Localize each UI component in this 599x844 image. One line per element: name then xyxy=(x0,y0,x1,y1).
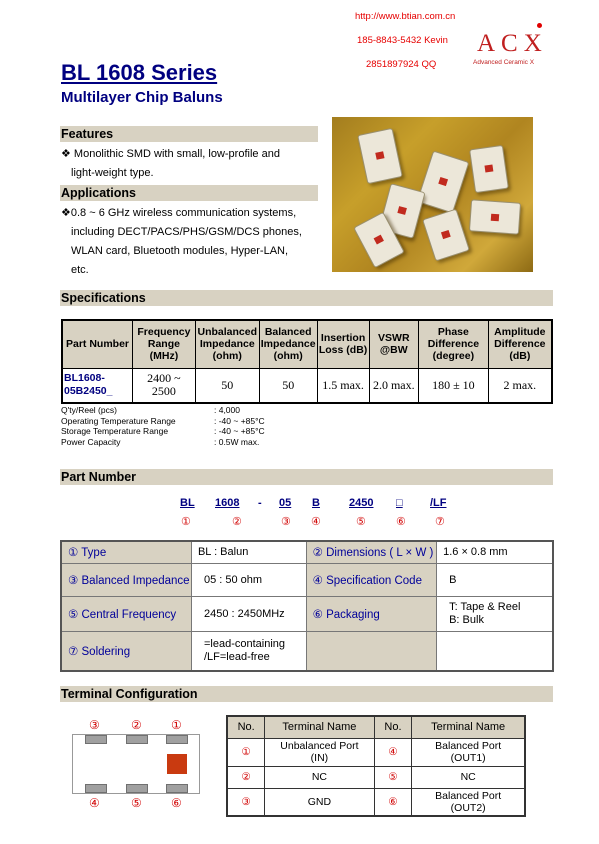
terminal-no: ⑤ xyxy=(374,766,412,788)
product-photo xyxy=(332,117,533,272)
terminal-header: No. xyxy=(374,716,412,738)
terminal-header: Terminal Name xyxy=(412,716,525,738)
logo-dot xyxy=(537,23,542,28)
pn-value-spec-code: B xyxy=(437,563,553,596)
applications-title: Applications xyxy=(61,186,137,200)
terminal-name-line: (IN) xyxy=(310,752,329,764)
terminal-name xyxy=(265,738,374,766)
terminal-name-line: Balanced Port xyxy=(435,789,502,802)
terminal-no: ⑥ xyxy=(374,788,412,816)
spec-note-label: Operating Temperature Range xyxy=(61,415,176,426)
terminal-pad xyxy=(166,784,188,793)
logo-subtitle: Advanced Ceramic X xyxy=(473,59,535,66)
specifications-title: Specifications xyxy=(61,291,146,305)
pn-marker: ⑤ xyxy=(356,516,366,528)
spec-freq-line: 2500 xyxy=(151,384,176,399)
pn-table-row xyxy=(61,541,553,563)
pn-label-dimensions: ② Dimensions ( L × W ) xyxy=(306,541,437,563)
terminal-header: No. xyxy=(227,716,265,738)
pn-empty-cell xyxy=(437,631,553,671)
spec-header: Insertion Loss (dB) xyxy=(317,320,369,368)
pin-number: ④ xyxy=(89,796,100,810)
terminal-name-line: (OUT1) xyxy=(450,752,486,764)
terminal-table xyxy=(226,715,526,817)
pn-code-spec: B xyxy=(312,497,320,509)
features-line: light-weight type. xyxy=(71,167,154,179)
terminal-name: GND xyxy=(265,788,374,816)
applications-line: ❖0.8 ~ 6 GHz wireless communication systems, xyxy=(61,207,297,219)
pn-value-packaging xyxy=(437,596,553,631)
pin-number: ② xyxy=(131,718,142,732)
spec-vswr: 2.0 max. xyxy=(369,368,419,403)
spec-header: Balanced Impedance (ohm) xyxy=(259,320,317,368)
spec-part-line: 05B2450_ xyxy=(64,385,113,398)
spec-header: Frequency Range (MHz) xyxy=(133,320,196,368)
pn-value-soldering xyxy=(191,631,306,671)
terminal-name-line: Unbalanced Port xyxy=(280,740,359,752)
terminal-row xyxy=(227,766,525,788)
pn-soldering-line: =lead-containing xyxy=(203,637,286,650)
terminal-name xyxy=(412,788,525,816)
pn-code-soldering: /LF xyxy=(430,497,447,509)
pn-code-impedance: 05 xyxy=(279,497,292,509)
features-title: Features xyxy=(61,127,114,141)
pn-code-packaging: □ xyxy=(396,497,403,509)
spec-note-values xyxy=(214,405,265,447)
terminal-no: ④ xyxy=(374,738,412,766)
pn-marker: ② xyxy=(232,516,242,528)
acx-logo: ACX xyxy=(477,30,548,57)
terminal-no: ② xyxy=(227,766,265,788)
contact-qq: 2851897924 QQ xyxy=(366,59,437,70)
pn-table-row xyxy=(61,563,553,596)
chip-image xyxy=(469,145,509,193)
spec-part-number xyxy=(62,368,133,403)
spec-note-value: : 4,000 xyxy=(214,405,240,415)
pn-marker: ① xyxy=(181,516,191,528)
spec-note-label: Storage Temperature Range xyxy=(61,426,169,436)
pn-code-size: 1608 xyxy=(215,497,240,509)
spec-balanced-impedance: 50 xyxy=(259,368,317,403)
terminal-name-line: (OUT2) xyxy=(450,801,486,814)
applications-line: including DECT/PACS/PHS/GSM/DCS phones, xyxy=(71,226,302,238)
pn-marker: ⑥ xyxy=(396,516,406,528)
pn-value-type: BL : Balun xyxy=(191,541,306,563)
terminal-name xyxy=(412,738,525,766)
spec-note-label: Power Capacity xyxy=(61,436,121,447)
terminal-pad xyxy=(126,735,148,744)
pn-soldering-line: /LF=lead-free xyxy=(203,650,270,663)
pn-table-row xyxy=(61,631,553,671)
spec-header: Amplitude Difference (dB) xyxy=(488,320,552,368)
features-line: ❖ Monolithic SMD with small, low-profile and xyxy=(61,148,280,160)
pn-label-frequency: ⑤ Central Frequency xyxy=(61,596,191,631)
pn-packaging-line: T: Tape & Reel xyxy=(449,600,521,613)
terminal-row xyxy=(227,738,525,766)
spec-header: Part Number xyxy=(62,320,133,368)
pin-number: ① xyxy=(171,718,182,732)
applications-text xyxy=(61,204,326,280)
applications-line: WLAN card, Bluetooth modules, Hyper-LAN, xyxy=(71,245,289,257)
website-url[interactable]: http://www.btian.com.cn xyxy=(355,11,456,22)
pn-packaging-line: B: Bulk xyxy=(449,613,484,626)
part-number-table xyxy=(60,540,554,672)
spec-note-label: Q'ty/Reel (pcs) xyxy=(61,405,117,415)
pn-value-impedance: 05 : 50 ohm xyxy=(191,563,306,596)
pin-number: ⑤ xyxy=(131,796,142,810)
spec-freq-line: 2400 ~ xyxy=(147,371,181,386)
page-title: BL 1608 Series xyxy=(61,60,218,85)
spec-unbalanced-impedance: 50 xyxy=(195,368,259,403)
contact-phone: 185-8843-5432 Kevin xyxy=(357,35,448,46)
specifications-table xyxy=(61,319,553,404)
spec-frequency xyxy=(133,368,196,403)
chip-image xyxy=(469,199,521,234)
part-number-title: Part Number xyxy=(61,470,137,484)
features-text xyxy=(61,145,326,183)
pn-marker: ⑦ xyxy=(435,516,445,528)
terminal-name-line: Balanced Port xyxy=(435,740,502,752)
pin-number: ⑥ xyxy=(171,796,182,810)
pn-table-row xyxy=(61,596,553,631)
pn-code-bl: BL xyxy=(180,497,195,509)
terminal-pad xyxy=(85,784,107,793)
terminal-name: NC xyxy=(265,766,374,788)
terminal-name: NC xyxy=(412,766,525,788)
terminal-title: Terminal Configuration xyxy=(61,687,198,701)
chip-image xyxy=(422,209,470,262)
pn-value-dimensions: 1.6 × 0.8 mm xyxy=(437,541,553,563)
terminal-pad xyxy=(85,735,107,744)
pn-code-frequency: 2450 xyxy=(349,497,374,509)
spec-part-line: BL1608- xyxy=(64,372,105,385)
pin-number: ③ xyxy=(89,718,100,732)
terminal-pad xyxy=(166,735,188,744)
spec-header: Phase Difference (degree) xyxy=(419,320,489,368)
pn-label-spec-code: ④ Specification Code xyxy=(306,563,437,596)
pn-label-packaging: ⑥ Packaging xyxy=(306,596,437,631)
spec-note-value: : -40 ~ +85°C xyxy=(214,426,265,436)
spec-amplitude-difference: 2 max. xyxy=(488,368,552,403)
pn-label-type: ① Type xyxy=(61,541,191,563)
spec-row xyxy=(62,368,552,403)
pn-label-soldering: ⑦ Soldering xyxy=(61,631,191,671)
pn-marker: ④ xyxy=(311,516,321,528)
spec-note-value: : 0.5W max. xyxy=(214,436,260,447)
spec-header: VSWR @BW xyxy=(369,320,419,368)
pn-marker: ③ xyxy=(281,516,291,528)
terminal-row xyxy=(227,788,525,816)
page-subtitle: Multilayer Chip Baluns xyxy=(61,89,223,106)
terminal-diagram xyxy=(72,718,202,814)
spec-notes xyxy=(61,405,176,447)
terminal-header: Terminal Name xyxy=(265,716,374,738)
chip-image xyxy=(357,128,403,184)
polarity-mark xyxy=(167,754,187,774)
terminal-pad xyxy=(126,784,148,793)
chip-image xyxy=(417,150,470,213)
spec-note-value: : -40 ~ +85°C xyxy=(214,415,265,426)
applications-line: etc. xyxy=(71,264,89,276)
spec-phase-difference: 180 ± 10 xyxy=(419,368,489,403)
terminal-no: ③ xyxy=(227,788,265,816)
spec-insertion-loss: 1.5 max. xyxy=(317,368,369,403)
spec-header: Unbalanced Impedance (ohm) xyxy=(195,320,259,368)
terminal-no: ① xyxy=(227,738,265,766)
pn-empty-cell xyxy=(306,631,437,671)
pn-value-frequency: 2450 : 2450MHz xyxy=(191,596,306,631)
pn-label-impedance: ③ Balanced Impedance xyxy=(61,563,191,596)
pn-code-dash: - xyxy=(258,497,262,509)
